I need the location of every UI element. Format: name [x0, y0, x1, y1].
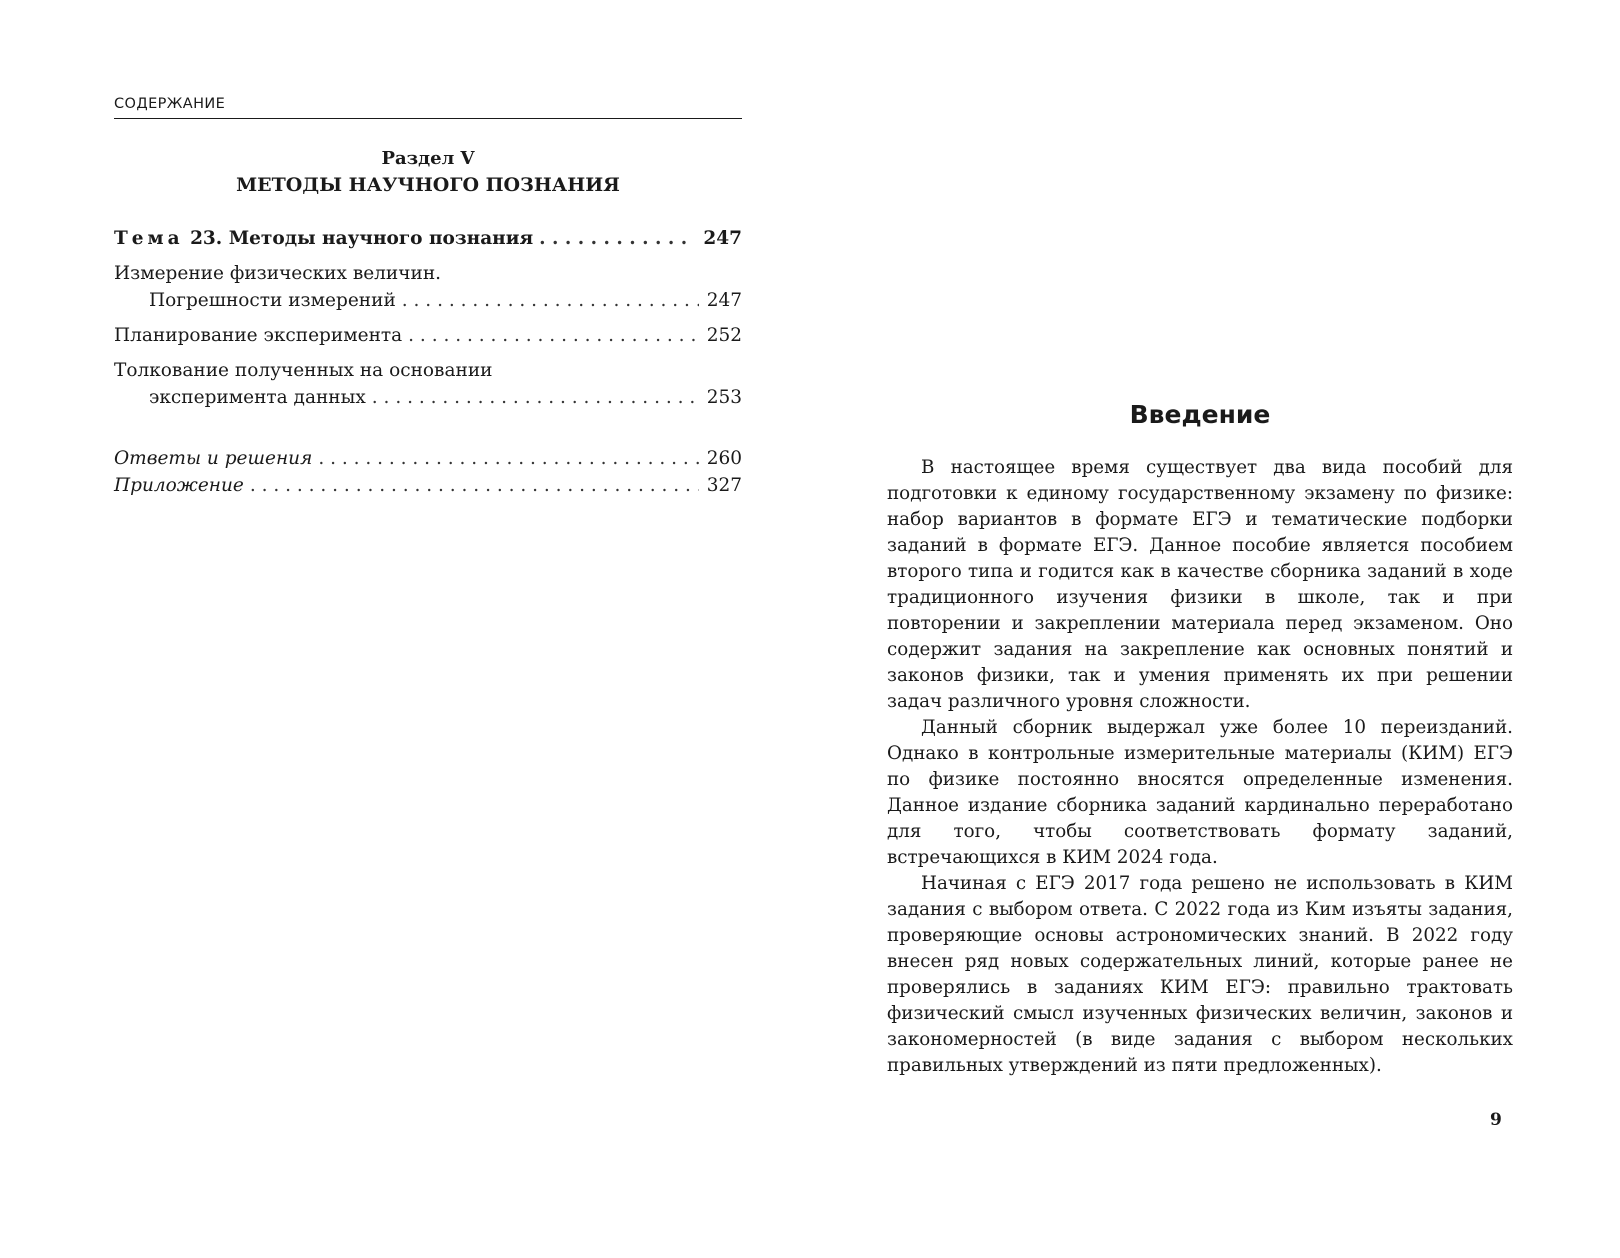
- toc-entry-appendix[interactable]: [114, 472, 742, 499]
- toc-item-title: Планирование эксперимента: [114, 325, 403, 346]
- page-number: 9: [1490, 1110, 1502, 1130]
- toc-topic-title: 23. Методы научного познания: [190, 228, 534, 249]
- toc-page-number: 253: [706, 387, 742, 408]
- toc-topic-prefix: Тема: [114, 228, 184, 249]
- right-page: [887, 400, 1513, 1079]
- toc-item-line[interactable]: Измерение физических величин.: [114, 263, 442, 284]
- left-page: [114, 96, 742, 499]
- intro-paragraph: Данный сборник выдержал уже более 10 переизданий. Однако в контрольные измерительные материалы (КИМ) ЕГЭ по физике постоянно вносятся определенные изменения. Данное издание сборника заданий кардинально переработано для того, чтобы соответствовать формату заданий, встречающихся в КИМ 2024 года.: [887, 717, 1513, 868]
- introduction-heading: Введение: [1129, 400, 1271, 429]
- toc-entry-topic-23[interactable]: [114, 225, 742, 252]
- toc-page-number: 327: [706, 475, 742, 496]
- dot-leader: [402, 287, 699, 314]
- toc-page-number: 252: [706, 325, 742, 346]
- intro-paragraph: Начиная с ЕГЭ 2017 года решено не использовать в КИМ задания с выбором ответа. С 2022 года из Ким изъяты задания, проверяющие основы астрономических знаний. В 2022 году внесен ряд новых содержательных линий, которые ранее не проверялись в заданиях КИМ ЕГЭ: правильно трактовать физический смысл изученных физических величин, законов и закономерностей (в виде задания с выбором нескольких правильных утверждений из пяти предложенных).: [887, 873, 1513, 1076]
- dot-leader: [318, 445, 698, 472]
- running-head: СОДЕРЖАНИЕ: [114, 96, 742, 119]
- toc-entry-measurement-errors[interactable]: [114, 287, 742, 314]
- toc-item-title: эксперимента данных: [149, 387, 366, 408]
- toc-entry-data-interpretation[interactable]: [114, 384, 742, 411]
- dot-leader: [250, 472, 699, 499]
- dot-leader: [408, 322, 699, 349]
- toc-item-title: Ответы и решения: [114, 448, 313, 469]
- table-of-contents: [114, 225, 742, 499]
- toc-entry-experiment-planning[interactable]: [114, 322, 742, 349]
- toc-item-title: Погрешности измерений: [149, 290, 396, 311]
- section-title: [114, 146, 742, 198]
- toc-entry-answers[interactable]: [114, 445, 742, 472]
- section-label: Раздел V: [381, 148, 475, 169]
- dot-leader: [539, 225, 695, 252]
- toc-item-title: Приложение: [114, 475, 244, 496]
- dot-leader: [372, 384, 699, 411]
- toc-page-number: 247: [703, 228, 742, 249]
- section-name: МЕТОДЫ НАУЧНОГО ПОЗНАНИЯ: [236, 174, 620, 196]
- intro-paragraph: В настоящее время существует два вида пособий для подготовки к единому государственному экзамену по физике: набор вариантов в формате ЕГЭ и тематические подборки заданий в формате ЕГЭ. Данное пособие является пособием второго типа и годится как в качестве сборника заданий в ходе традиционного изучения физики в школе, так и при повторении и закреплении материала перед экзаменом. Оно содержит задания на закрепление как основных понятий и законов физики, так и умения применять их при решении задач различного уровня сложности.: [887, 457, 1513, 712]
- toc-item-line[interactable]: Толкование полученных на основании: [114, 360, 493, 381]
- toc-page-number: 260: [706, 448, 742, 469]
- toc-page-number: 247: [706, 290, 742, 311]
